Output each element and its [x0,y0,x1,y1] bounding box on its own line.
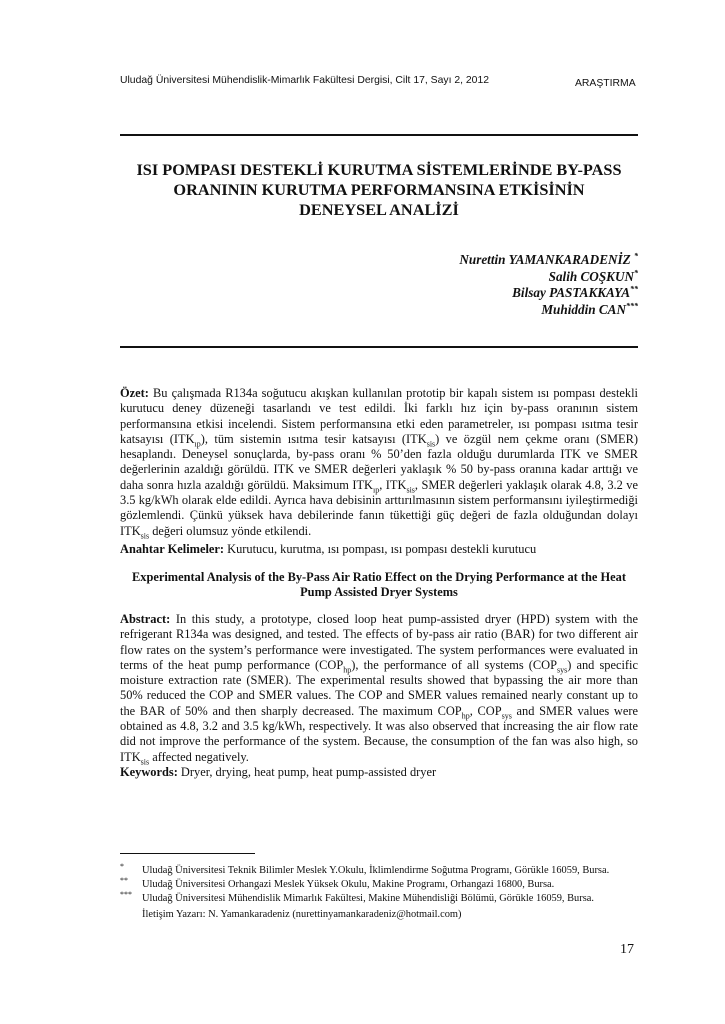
author-mark: ** [630,284,638,294]
footnote-text: Uludağ Üniversitesi Mühendislik Mimarlık Fakültesi, Makine Mühendisliği Bölümü, Görükle 16059, Bursa. [142,893,594,904]
author-list [459,252,638,318]
ozet-label: Özet: [120,386,149,400]
footnote-rule [120,853,255,854]
author [459,285,638,302]
ozet-text: ), tüm sistemin ısıtma tesir katsayısı (ITK [200,431,427,446]
author-mark: * [634,251,638,261]
abstract-text: and SMER values were obtained as 4.8, 3.2 and 3.5 kg/kWh, respectively. It was also observed that increasing the air flow rate did not improve the performance of the system. Because, the consumption of the fan was also high, so ITK [120,703,638,764]
ozet-text: Bu çalışmada R134a soğutucu akışkan kullanılan prototip bir kapalı sistem ısı pompası destekli kurutucu deney düzeneği tasarlandı ve test edildi. İki farklı hız için by-pass oranının sistem performansına etkisi incelendi. Sistem performansına etki eden parametreler, ısı pompası ısıtma tesir katsayısı (ITK [120,386,638,446]
footnote-text: Uludağ Üniversitesi Teknik Bilimler Meslek Y.Okulu, İklimlendirme Soğutma Programı, Görükle 16059, Bursa. [142,865,610,876]
author [459,252,638,269]
ozet-subscript: sis [426,439,436,449]
abstract-subscript: hp [461,711,470,721]
title-line-3: DENEYSEL ANALİZİ [299,200,459,219]
english-title-line-2: Pump Assisted Dryer Systems [300,585,458,600]
abstract-subscript: sys [557,665,568,675]
anahtar-text: Kurutucu, kurutma, ısı pompası, ısı pompası destekli kurutucu [224,542,537,556]
ozet-subscript: sis [406,485,415,495]
author-name: Nurettin YAMANKARADENİZ [459,252,631,267]
footnote [120,862,610,876]
author-name: Muhiddin CAN [541,301,626,317]
footnote [120,890,594,904]
abstract-label: Abstract: [120,612,171,626]
author [459,302,638,319]
footnote-text: Uludağ Üniversitesi Orhangazi Meslek Yüksek Okulu, Makine Programı, Orhangazi 16800, Bursa. [142,879,555,890]
abstract-text: ), the performance of all systems (COP [351,657,558,672]
author [459,269,638,286]
author-name: Bilsay PASTAKKAYA [512,285,630,300]
abstract-subscript: hp [343,665,352,675]
english-title [120,570,638,601]
title-line-1: ISI POMPASI DESTEKLİ KURUTMA SİSTEMLERİNDE BY-PASS [136,160,622,179]
keywords-label: Keywords: [120,765,178,779]
ozet-text: değeri olumsuz yönde etkilendi. [149,523,312,538]
authors-rule [120,346,638,348]
abstract-paragraph [120,612,638,765]
footnote-mark: ** [120,876,128,885]
ozet-subscript: ıp [194,439,201,449]
top-rule [120,134,638,136]
abstract-subscript: sys [501,711,512,721]
anahtar-label: Anahtar Kelimeler: [120,542,225,556]
abstract-text: In this study, a prototype, closed loop heat pump-assisted dryer (HPD) system with the refrigerant R134a was designed, and tested. The effects of by-pass air ratio (BAR) for two different air flow rates on the system’s performance were investigated. The system performances were evaluated in terms of the heat pump performance (COP [120,612,638,672]
ozet-subscript: ıp [373,485,380,495]
page-number: 17 [620,942,634,957]
ozet-subscript: sis [140,531,150,541]
author-name: Salih COŞKUN [548,268,634,284]
ozet-text: , ITK [379,477,407,492]
abstract-text: , COP [469,703,502,718]
title-line-2: ORANININ KURUTMA PERFORMANSINA ETKİSİNİN [173,180,585,199]
paper-title [110,160,648,220]
anahtar-kelimeler [120,542,638,557]
section-label: ARAŞTIRMA [575,78,636,89]
keywords-text: Dryer, drying, heat pump, heat pump-assisted dryer [177,765,437,779]
keywords [120,765,638,780]
contact-author: İletişim Yazarı: N. Yamankaradeniz (nurettinyamankaradeniz@hotmail.com) [142,909,462,920]
abstract-subscript: sis [140,757,150,767]
abstract-text: affected negatively. [149,749,249,764]
author-mark: *** [626,301,638,311]
abstract-text: ) and specific moisture extraction rate (SMER). The experimental results showed that bypassing the air more than 50% reduced the COP and SMER values. The COP and SMER values remained nearly constant up to the BAR of 50% and then sharply decreased. The maximum COP [120,657,638,718]
footnote-mark: *** [120,890,132,899]
ozet-text: ) ve özgül nem çekme oranı (SMER) hesaplandı. Deneysel sonuçlarda, by-pass oranı % 50’den fazla olduğu durumlarda ITK ve SMER değerlerinin azaldığı görüldü. ITK ve SMER değerleri yaklaşık % 50 by-pass oranına kadar arttığı ve daha sonra hızla azaldığı görüldü. Maksimum ITK [120,431,638,492]
footnote [120,876,555,890]
footnote-mark: * [120,862,124,871]
journal-header: Uludağ Üniversitesi Mühendislik-Mimarlık Fakültesi Dergisi, Cilt 17, Sayı 2, 2012 [120,75,490,86]
ozet-text: , SMER değerleri yaklaşık olarak 4.8, 3.2 ve 3.5 kg/kWh olarak elde edildi. Ayrıca hava debisinin arttırılmasının sistem performansını iyileştirmediği gözlemlendi. Çünkü yüksek hava debilerinde fanın tükettiği güç değeri de fazla olduğundan dolayı ITK [120,477,638,538]
english-title-line-1: Experimental Analysis of the By-Pass Air Ratio Effect on the Drying Performance at the Heat [132,570,626,584]
author-mark: * [634,268,638,278]
ozet-paragraph [120,386,638,539]
